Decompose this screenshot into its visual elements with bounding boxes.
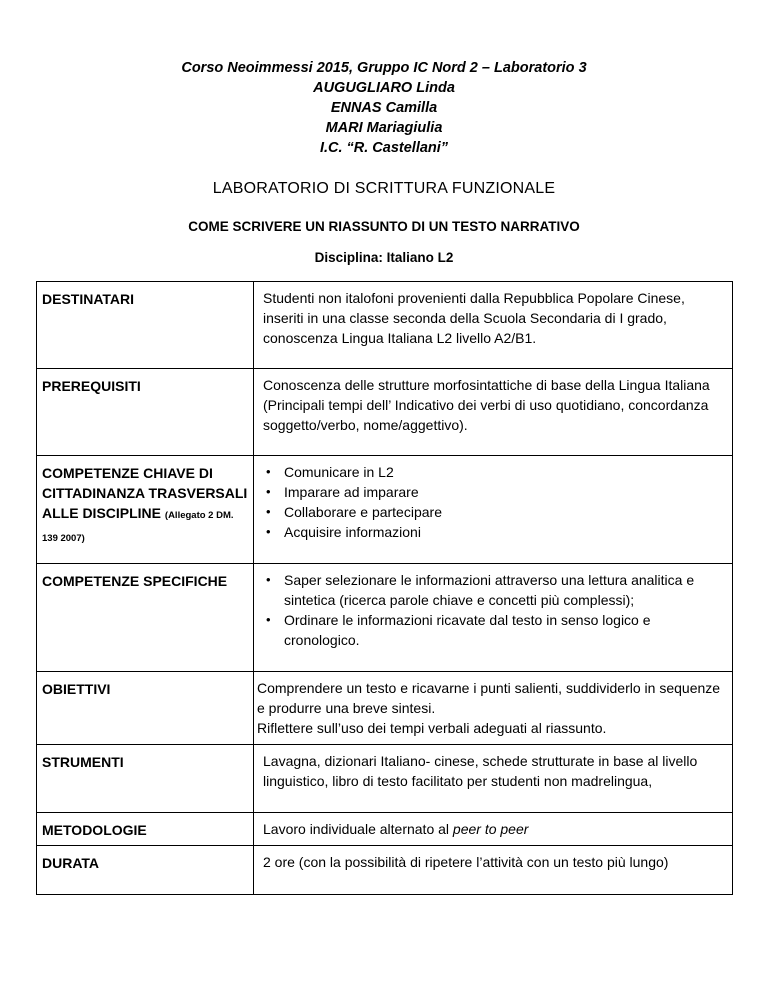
list-item: • Collaborare e partecipare xyxy=(284,502,726,522)
row-content xyxy=(254,813,733,846)
table-row-prerequisiti xyxy=(37,369,733,456)
lesson-plan-table xyxy=(36,281,733,895)
table-row-metodologie xyxy=(37,813,733,846)
row-label: DESTINATARI xyxy=(37,282,254,369)
table-row-strumenti xyxy=(37,745,733,813)
page-title: LABORATORIO DI SCRITTURA FUNZIONALE xyxy=(212,180,556,197)
row-content: Studenti non italofoni provenienti dalla Repubblica Popolare Cinese, inseriti in una classe seconda della Scuola Secondaria di I grado, conoscenza Lingua Italiana L2 livello A2/B1. xyxy=(254,282,733,369)
table-row-destinatari xyxy=(37,282,733,369)
list-item: • Comunicare in L2 xyxy=(284,462,726,482)
page-subtitle: COME SCRIVERE UN RIASSUNTO DI UN TESTO NARRATIVO xyxy=(188,219,580,234)
course-line: Corso Neoimmessi 2015, Gruppo IC Nord 2 – Laboratorio 3 xyxy=(181,60,587,76)
list-item: • Acquisire informazioni xyxy=(284,522,726,542)
bullet-list xyxy=(258,462,726,542)
document-header xyxy=(0,58,768,158)
author-name: ENNAS Camilla xyxy=(330,100,438,116)
row-label: METODOLOGIE xyxy=(37,813,254,846)
row-content xyxy=(254,672,733,745)
row-label: OBIETTIVI xyxy=(37,672,254,745)
list-item: • Saper selezionare le informazioni attraverso una lettura analitica e sintetica (ricerca parole chiave e concetti più complessi); xyxy=(284,570,726,610)
methodology-text: Lavoro individuale alternato al xyxy=(263,821,453,837)
methodology-italic: peer to peer xyxy=(452,821,529,837)
list-item: • Ordinare le informazioni ricavate dal testo in senso logico e cronologico. xyxy=(284,610,726,650)
objective-text: Riflettere sull’uso dei tempi verbali adeguati al riassunto. xyxy=(257,720,607,736)
row-content: 2 ore (con la possibilità di ripetere l’attività con un testo più lungo) xyxy=(254,846,733,895)
row-label-note: (Allegato 2 DM. 139 2007) xyxy=(42,510,234,544)
row-content: Lavagna, dizionari Italiano- cinese, schede strutturate in base al livello linguistico, libro di testo facilitato per studenti non madrelingua, xyxy=(254,745,733,813)
discipline-label: Disciplina: Italiano L2 xyxy=(314,250,454,265)
table-row-competenze-chiave xyxy=(37,456,733,564)
row-label: COMPETENZE SPECIFICHE xyxy=(37,564,254,672)
school-name: I.C. “R. Castellani” xyxy=(319,140,449,156)
row-label-text: COMPETENZE CHIAVE DI CITTADINANZA TRASVERSALI ALLE DISCIPLINE xyxy=(42,465,248,521)
objective-text: Comprendere un testo e ricavarne i punti salienti, suddividerlo in sequenze e produrre una breve sintesi. xyxy=(257,680,721,716)
list-item: • Imparare ad imparare xyxy=(284,482,726,502)
author-name: MARI Mariagiulia xyxy=(325,120,443,136)
row-label: STRUMENTI xyxy=(37,745,254,813)
row-label: PREREQUISITI xyxy=(37,369,254,456)
author-name: AUGUGLIARO Linda xyxy=(313,80,455,96)
row-label: DURATA xyxy=(37,846,254,895)
row-label xyxy=(37,456,254,564)
table-row-competenze-specifiche xyxy=(37,564,733,672)
table-row-durata xyxy=(37,846,733,895)
row-content xyxy=(254,564,733,672)
table-row-obiettivi xyxy=(37,672,733,745)
row-content: Conoscenza delle strutture morfosintattiche di base della Lingua Italiana (Principali tempi dell’ Indicativo dei verbi di uso quotidiano, concordanza soggetto/verbo, nome/aggettivo). xyxy=(254,369,733,456)
bullet-list xyxy=(258,570,726,650)
row-content xyxy=(254,456,733,564)
